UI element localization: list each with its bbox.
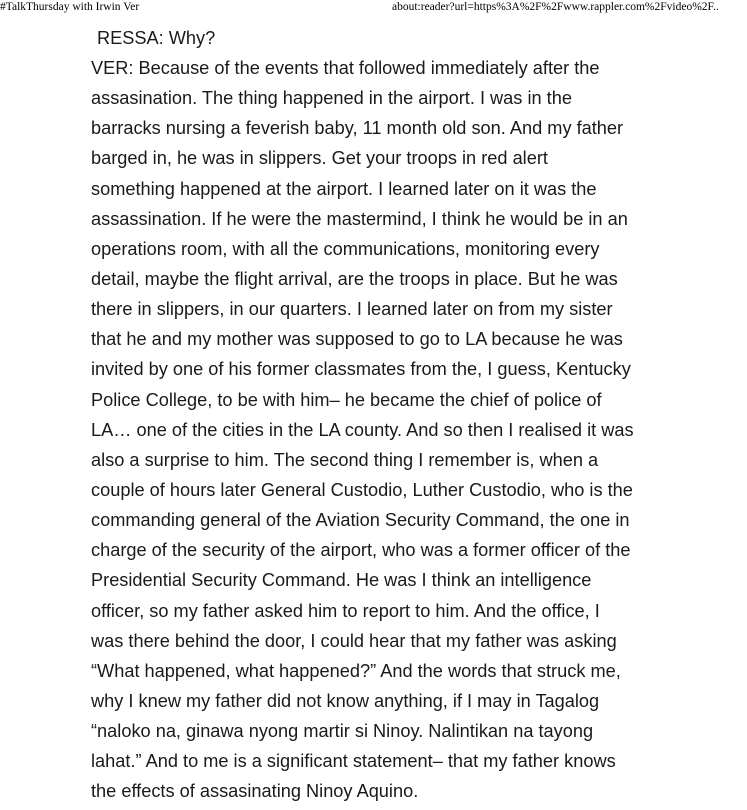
answer-line: couple of hours later General Custodio, Luther Custodio, who is the: [91, 479, 633, 500]
answer-line: invited by one of his former classmates from the, I guess, Kentucky: [91, 359, 631, 380]
answer-line: there in slippers, in our quarters. I learned later on from my sister: [91, 299, 613, 320]
answer-line: VER: Because of the events that followed immediately after the: [91, 58, 600, 78]
interviewee-answer: [91, 53, 634, 807]
page-url: about:reader?url=https%3A%2F%2Fwww.rappler.com%2Fvideo%2F..: [392, 1, 719, 13]
answer-line: something happened at the airport. I learned later on it was the: [91, 178, 597, 199]
print-header: [0, 0, 747, 16]
answer-line: commanding general of the Aviation Security Command, the one in: [91, 510, 630, 531]
answer-line: charge of the security of the airport, who was a former officer of the: [91, 540, 631, 561]
answer-line: Police College, to be with him– he became the chief of police of: [91, 389, 602, 410]
answer-line: barged in, he was in slippers. Get your troops in red alert: [91, 148, 548, 169]
interviewer-question: RESSA: Why?: [97, 28, 216, 48]
answer-line: lahat.” And to me is a significant statement– that my father knows: [91, 751, 616, 772]
answer-line: was there behind the door, I could hear that my father was asking: [91, 630, 617, 651]
answer-line: Presidential Security Command. He was I think an intelligence: [91, 570, 592, 591]
answer-line: LA… one of the cities in the LA county. And so then I realised it was: [91, 419, 634, 440]
answer-line: detail, maybe the flight arrival, are the troops in place. But he was: [91, 268, 618, 289]
answer-line: also a surprise to him. The second thing I remember is, when a: [91, 449, 599, 470]
page-title: #TalkThursday with Irwin Ver: [0, 1, 140, 13]
answer-line: barracks nursing a feverish baby, 11 month old son. And my father: [91, 118, 624, 139]
answer-line: assasination. The thing happened in the airport. I was in the: [91, 88, 572, 109]
answer-line: operations room, with all the communications, monitoring every: [91, 238, 600, 259]
answer-line: “What happened, what happened?” And the words that struck me,: [91, 660, 621, 681]
answer-line: “naloko na, ginawa nyong martir si Ninoy. Nalintikan na tayong: [91, 721, 594, 742]
answer-line: officer, so my father asked him to report to him. And the office, I: [91, 600, 600, 621]
answer-line: why I knew my father did not know anything, if I may in Tagalog: [91, 690, 600, 711]
answer-line: assassination. If he were the mastermind, I think he would be in an: [91, 208, 628, 229]
answer-line: that he and my mother was supposed to go to LA because he was: [91, 329, 623, 350]
answer-line: the effects of assasinating Ninoy Aquino.: [91, 781, 419, 802]
